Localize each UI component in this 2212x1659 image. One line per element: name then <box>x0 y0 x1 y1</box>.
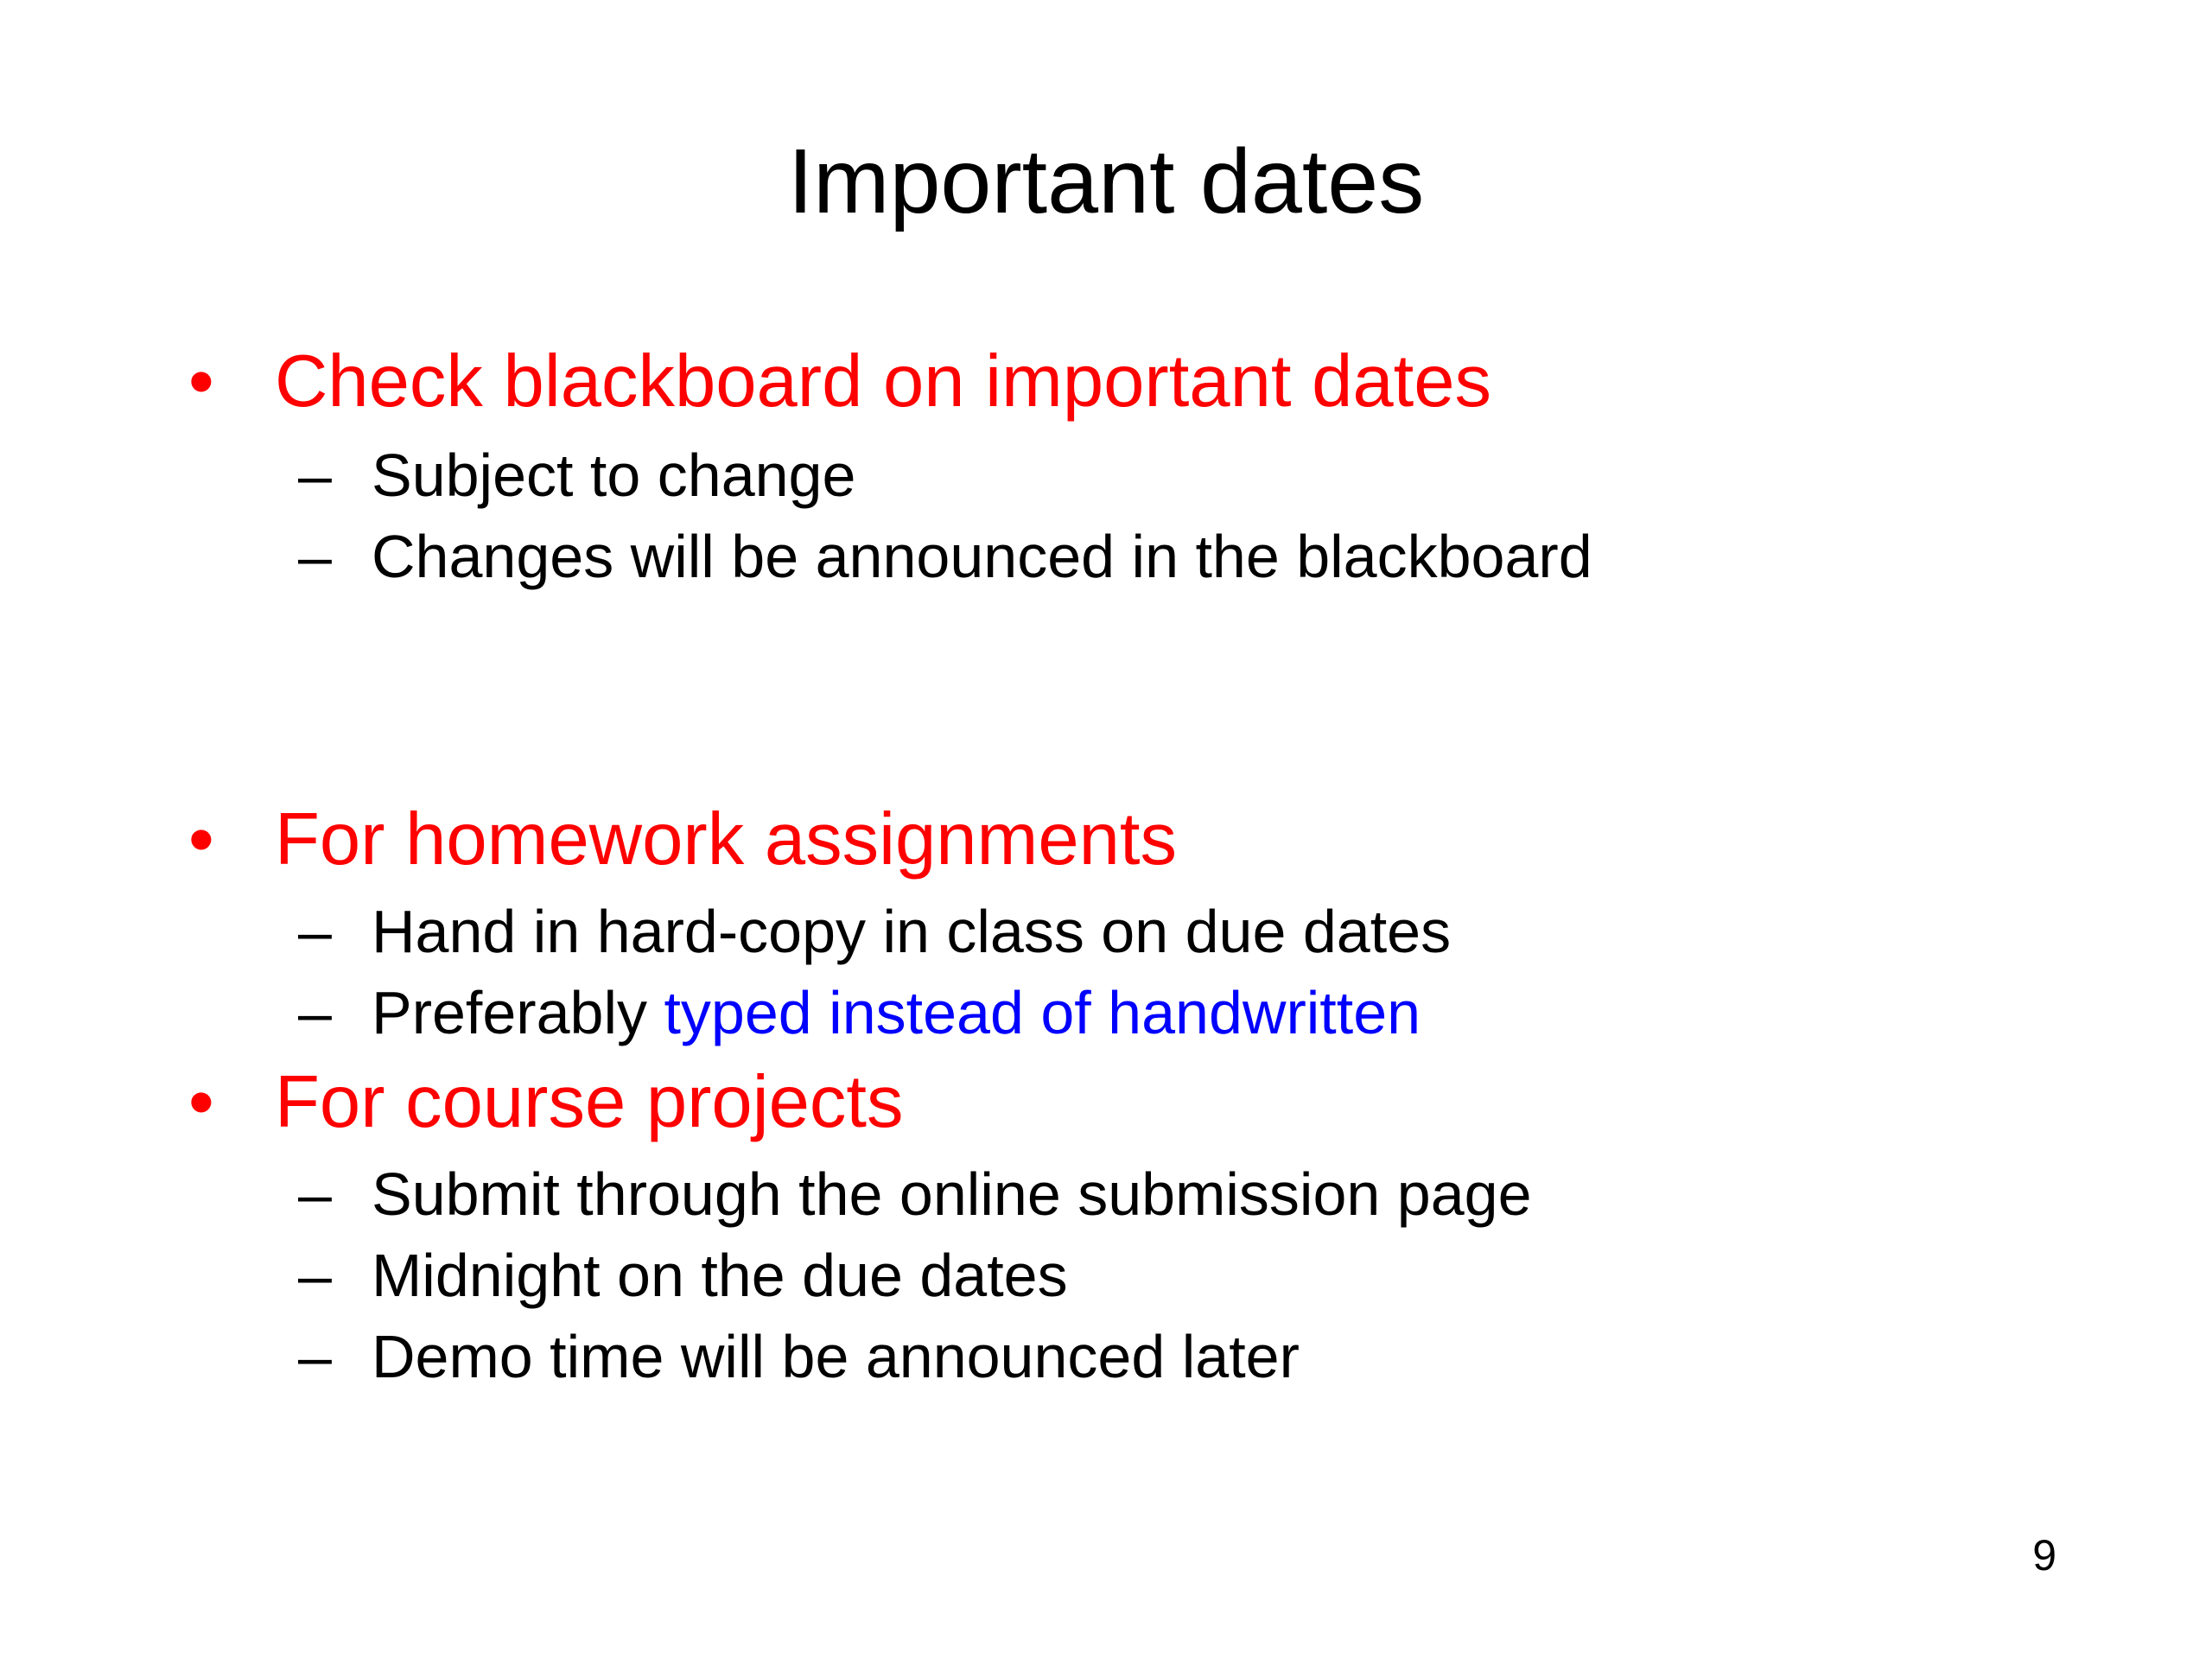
bullet-text: For course projects <box>275 1061 904 1143</box>
sub-item-highlight: typed instead of handwritten <box>664 979 1421 1046</box>
bullet-text: Check blackboard on important dates <box>275 340 1492 423</box>
sub-marker: – <box>298 1242 332 1309</box>
bullet-marker: • <box>188 340 214 423</box>
sub-item-prefix: Preferably <box>372 979 664 1046</box>
sub-item-midnight-due <box>298 1239 1068 1312</box>
sub-marker: – <box>298 979 332 1046</box>
sub-item-text: Hand in hard-copy in class on due dates <box>372 898 1452 965</box>
sub-item-text: Changes will be announced in the blackboard <box>372 523 1592 590</box>
sub-item-submit-online <box>298 1158 1532 1230</box>
sub-marker: – <box>298 898 332 965</box>
sub-marker: – <box>298 442 332 509</box>
bullet-marker: • <box>188 798 214 880</box>
bullet-check-blackboard <box>188 339 1491 425</box>
sub-marker: – <box>298 1160 332 1228</box>
sub-item-preferably-typed <box>298 976 1421 1049</box>
sub-item-text: Submit through the online submission page <box>372 1160 1532 1228</box>
sub-marker: – <box>298 523 332 590</box>
page-number: 9 <box>2032 1531 2056 1580</box>
bullet-homework-assignments <box>188 797 1177 883</box>
sub-item-changes-announced <box>298 520 1592 593</box>
slide-title: Important dates <box>787 130 1425 232</box>
sub-item-subject-to-change <box>298 439 855 512</box>
sub-item-text: Subject to change <box>372 442 856 509</box>
sub-item-text: Demo time will be announced later <box>372 1323 1300 1390</box>
bullet-course-projects <box>188 1059 903 1146</box>
sub-item-hand-in-hard-copy <box>298 895 1451 968</box>
bullet-marker: • <box>188 1061 214 1143</box>
bullet-text: For homework assignments <box>275 798 1177 880</box>
sub-item-text: Midnight on the due dates <box>372 1242 1068 1309</box>
sub-item-demo-time <box>298 1320 1300 1393</box>
sub-marker: – <box>298 1323 332 1390</box>
